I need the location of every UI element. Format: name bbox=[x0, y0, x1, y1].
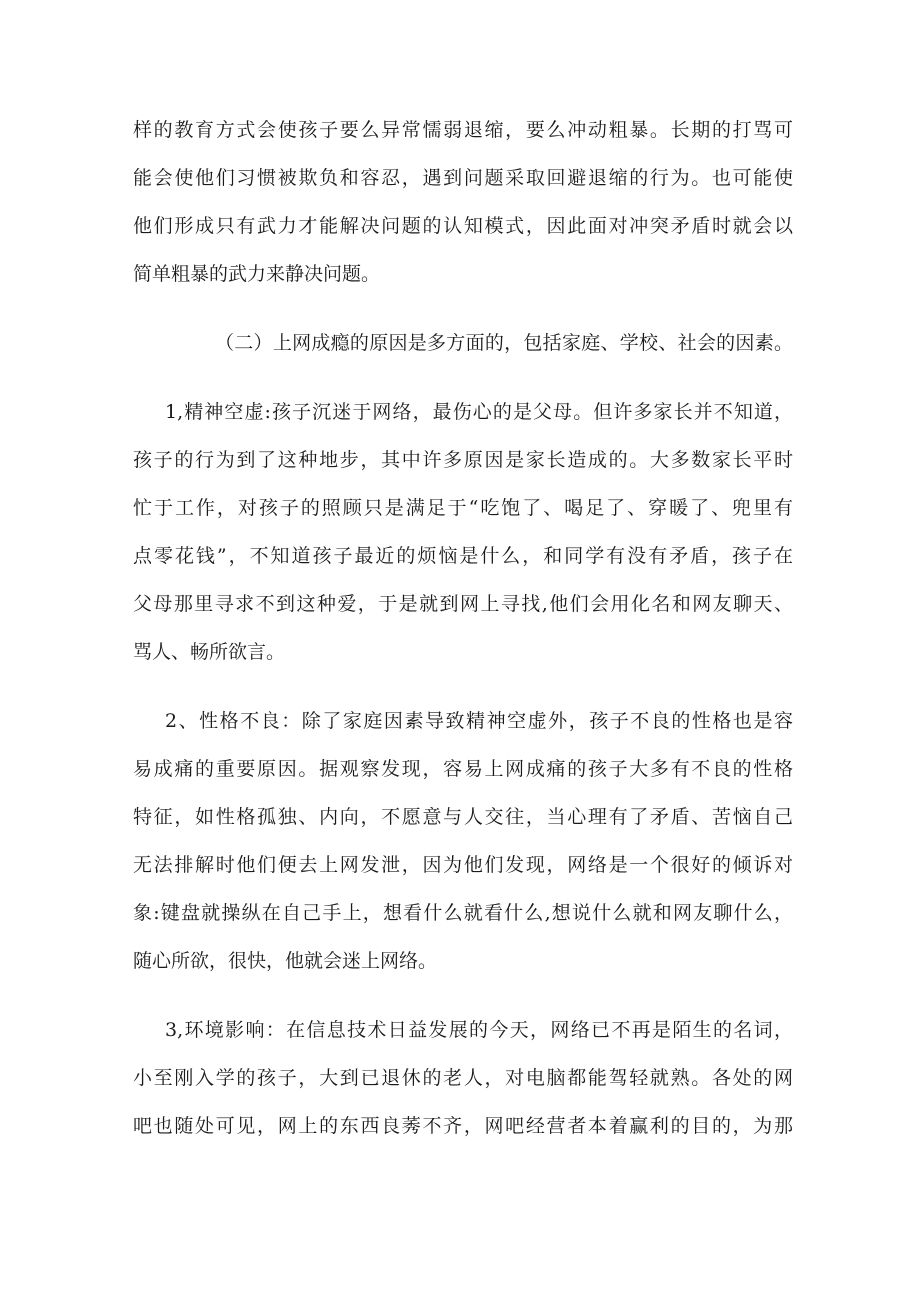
paragraph-reason-3 bbox=[133, 1006, 793, 1150]
text-line: 孩子的行为到了这种地步，其中许多原因是家长造成的。大多数家长平时 bbox=[133, 449, 793, 471]
text-line: 1,精神空虚:孩子沉迷于网络，最伤心的是父母。但许多家长并不知道， bbox=[165, 401, 793, 423]
text-line: 忙于工作，对孩子的照顾只是满足于“吃饱了、喝足了、穿暖了、兜里有 bbox=[133, 497, 793, 519]
text-line: 易成痛的重要原因。据观察发现，容易上网成痛的孩子大多有不良的性格 bbox=[133, 758, 793, 780]
text-line: 骂人、畅所欲言。 bbox=[133, 641, 286, 663]
text-line: 简单粗暴的武力来静决问题。 bbox=[133, 263, 381, 285]
section-heading bbox=[133, 319, 793, 367]
paragraph-reason-1 bbox=[133, 388, 793, 676]
text-line: 能会使他们习惯被欺负和容忍，遇到问题采取回避退缩的行为。也可能使 bbox=[133, 167, 793, 189]
text-line: 随心所欲，很快，他就会迷上网络。 bbox=[133, 950, 438, 972]
text-line: 他们形成只有武力才能解决问题的认知模式，因此面对冲突矛盾时就会以 bbox=[133, 215, 793, 237]
text-line: 2、性格不良：除了家庭因素导致精神空虚外，孩子不良的性格也是容 bbox=[165, 710, 793, 732]
text-line: 吧也随处可见，网上的东西良莠不齐，网吧经营者本着赢利的目的，为那 bbox=[133, 1115, 793, 1137]
text-line: 3,环境影响：在信息技术日益发展的今天，网络已不再是陌生的名词， bbox=[165, 1019, 793, 1041]
section-heading-text: （二）上网成瘾的原因是多方面的，包括家庭、学校、社会的因素。 bbox=[215, 332, 793, 354]
text-line: 小至刚入学的孩子，大到已退休的老人，对电脑都能驾轻就熟。各处的网 bbox=[133, 1067, 793, 1089]
text-line: 点零花钱”，不知道孩子最近的烦恼是什么，和同学有没有矛盾，孩子在 bbox=[133, 545, 793, 567]
text-line: 特征，如性格孤独、内向，不愿意与人交往，当心理有了矛盾、苦恼自己 bbox=[133, 806, 793, 828]
text-line: 无法排解时他们便去上网发泄，因为他们发现，网络是一个很好的倾诉对 bbox=[133, 854, 793, 876]
paragraph-continuation bbox=[133, 106, 793, 298]
text-line: 父母那里寻求不到这种爱，于是就到网上寻找,他们会用化名和网友聊天、 bbox=[133, 593, 793, 615]
paragraph-reason-2 bbox=[133, 697, 793, 985]
text-line: 象:键盘就操纵在自己手上，想看什么就看什么,想说什么就和网友聊什么， bbox=[133, 902, 793, 924]
document-body bbox=[133, 106, 793, 1150]
text-line: 样的教育方式会使孩子要么异常懦弱退缩，要么冲动粗暴。长期的打骂可 bbox=[133, 119, 793, 141]
